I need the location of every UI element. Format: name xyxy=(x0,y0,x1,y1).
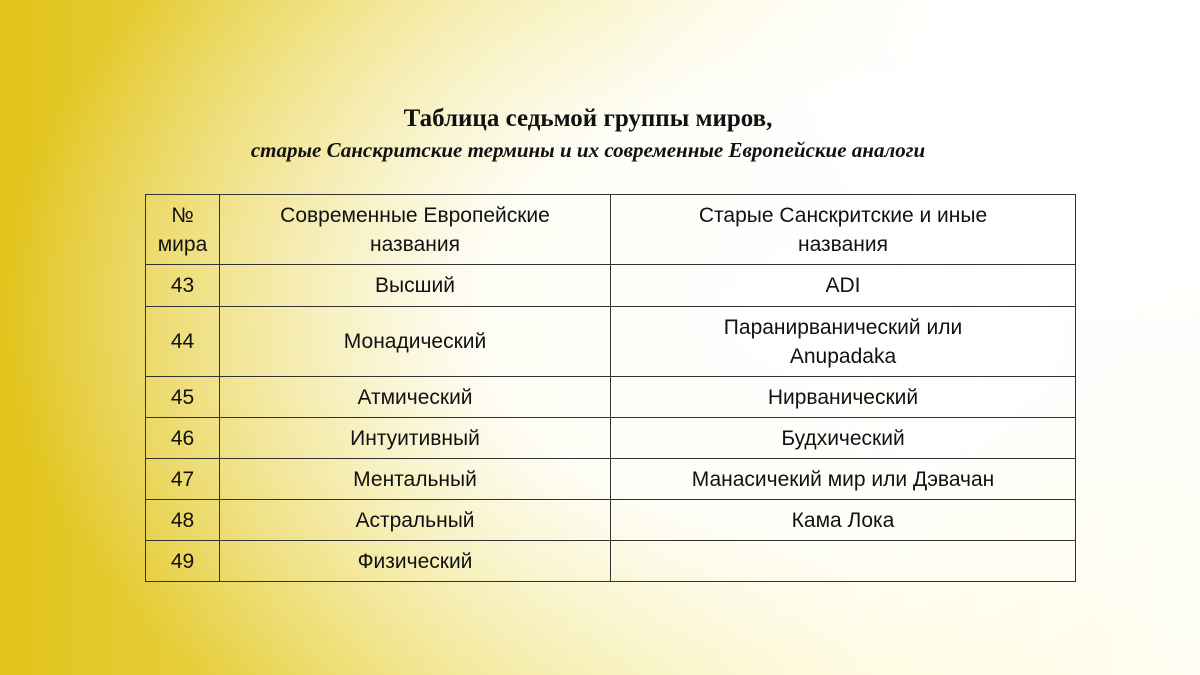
world-number: 47 xyxy=(146,459,220,500)
modern-name: Монадический xyxy=(220,307,611,377)
sanskrit-name-line2: Anupadaka xyxy=(789,344,897,368)
sanskrit-name xyxy=(611,307,1076,377)
modern-name: Интуитивный xyxy=(220,418,611,459)
table-row xyxy=(146,377,1076,418)
sanskrit-name xyxy=(611,541,1076,582)
page-title: Таблица седьмой группы миров, xyxy=(403,105,773,132)
sanskrit-name: Нирванический xyxy=(611,377,1076,418)
worlds-table xyxy=(145,194,1076,582)
header-sanskrit-names xyxy=(611,195,1076,265)
modern-name: Астральный xyxy=(220,500,611,541)
table-header-row xyxy=(146,195,1076,265)
sanskrit-name: Кама Лока xyxy=(611,500,1076,541)
header-number xyxy=(146,195,220,265)
header-sanskrit-line2: названия xyxy=(798,232,888,256)
header-number-line1: № xyxy=(171,203,194,227)
sanskrit-name: ADI xyxy=(611,265,1076,307)
sanskrit-name: Манасичекий мир или Дэвачан xyxy=(611,459,1076,500)
page-subtitle: старые Санскритские термины и их современные Европейские аналоги xyxy=(250,138,926,162)
modern-name: Ментальный xyxy=(220,459,611,500)
table-row xyxy=(146,265,1076,307)
modern-name: Физический xyxy=(220,541,611,582)
world-number: 44 xyxy=(146,307,220,377)
header-modern-line1: Современные Европейские xyxy=(280,203,550,227)
heading xyxy=(0,103,1176,164)
world-number: 48 xyxy=(146,500,220,541)
world-number: 46 xyxy=(146,418,220,459)
world-number: 43 xyxy=(146,265,220,307)
modern-name: Атмический xyxy=(220,377,611,418)
table-row xyxy=(146,418,1076,459)
world-number: 45 xyxy=(146,377,220,418)
header-number-line2: мира xyxy=(157,232,208,256)
header-modern-line2: названия xyxy=(370,232,460,256)
world-number: 49 xyxy=(146,541,220,582)
sanskrit-name-line1: Паранирванический или xyxy=(723,315,963,339)
header-modern-names xyxy=(220,195,611,265)
table-row xyxy=(146,307,1076,377)
table-row xyxy=(146,500,1076,541)
modern-name: Высший xyxy=(220,265,611,307)
table-row xyxy=(146,541,1076,582)
table-row xyxy=(146,459,1076,500)
header-sanskrit-line1: Старые Санскритские и иные xyxy=(698,203,988,227)
sanskrit-name: Будхический xyxy=(611,418,1076,459)
